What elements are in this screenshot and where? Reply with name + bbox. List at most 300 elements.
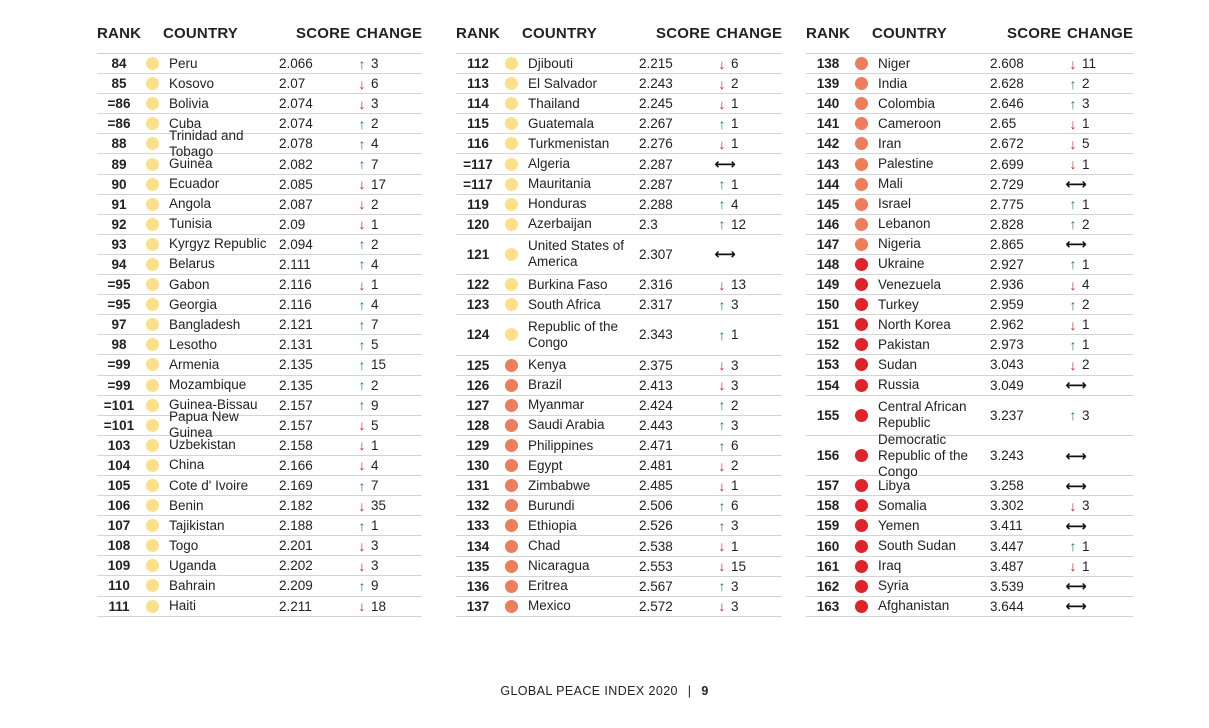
change-value: 35 [371,498,387,514]
country-cell: Yemen [878,517,920,533]
change-cell [344,538,422,554]
peace-level-dot-icon [855,238,868,251]
change-cell [1055,277,1133,293]
arrow-down-icon: ↓ [358,176,366,193]
change-cell [344,518,422,534]
country-cell: Belarus [169,256,215,272]
arrow-down-icon: ↓ [358,75,366,92]
table-row [806,431,1133,479]
peace-level-dot-icon [505,519,518,532]
arrow-up-icon: ↑ [358,236,366,253]
country-cell: Mauritania [528,176,592,192]
change-cell [704,96,782,112]
rank-cell: 154 [816,377,840,393]
arrow-up-icon: ↑ [718,578,726,595]
arrow-up-icon: ↑ [358,517,366,534]
change-cell [704,196,782,212]
rank-cell: 125 [466,357,490,373]
change-cell [704,297,782,313]
arrow-up-icon: ↑ [358,156,366,173]
change-value: 3 [1082,407,1090,423]
rank-cell: 97 [111,317,127,333]
change-cell [1055,56,1133,72]
peace-level-dot-icon [146,238,159,251]
change-value: 1 [731,136,739,152]
table-row [806,134,1133,154]
rank-cell: 157 [816,478,840,494]
rank-cell: 163 [816,598,840,614]
change-value: 7 [371,478,379,494]
arrow-down-icon: ↓ [718,477,726,494]
rank-cell: 126 [466,377,490,393]
peace-level-dot-icon [855,137,868,150]
change-value: 3 [731,297,739,313]
change-cell [704,245,782,263]
score-cell: 2.158 [279,437,313,453]
country-cell: Azerbaijan [528,216,592,232]
table-row [806,235,1133,255]
peace-level-dot-icon [146,218,159,231]
peace-level-dot-icon [855,218,868,231]
peace-level-dot-icon [146,539,159,552]
no-change-icon: ⟷ [1065,447,1087,465]
country-cell: Democratic Republic of the Congo [878,431,969,479]
country-cell: Venezuela [878,276,942,292]
peace-level-dot-icon [146,258,159,271]
arrow-up-icon: ↑ [1069,196,1077,213]
rank-cell: 151 [816,317,840,333]
change-cell [704,216,782,232]
arrow-up-icon: ↑ [718,417,726,434]
peace-level-dot-icon [146,117,159,130]
country-cell: Cuba [169,115,202,131]
score-cell: 2.135 [279,357,313,373]
country-cell: El Salvador [528,75,598,91]
table-row [97,295,422,315]
change-cell [1055,558,1133,574]
score-cell: 2.506 [639,498,673,514]
rank-cell: 147 [816,236,840,252]
peace-level-dot-icon [505,158,518,171]
country-cell: Honduras [528,196,587,212]
peace-level-dot-icon [505,399,518,412]
change-cell [704,558,782,574]
change-value: 1 [731,538,739,554]
change-cell [344,317,422,333]
arrow-down-icon: ↓ [718,357,726,374]
country-cell: Trinidad and Tobago [169,127,244,159]
table-row [97,456,422,476]
rank-cell: 136 [466,578,490,594]
rank-cell: 88 [111,136,127,152]
score-cell: 2.699 [990,156,1024,172]
change-value: 3 [731,518,739,534]
table-row [806,195,1133,215]
country-cell: Mexico [528,598,571,614]
change-cell [1055,357,1133,373]
table-row [97,154,422,174]
table-row [97,355,422,375]
change-cell [704,538,782,554]
table-row [806,175,1133,195]
table-row [97,536,422,556]
arrow-up-icon: ↑ [358,115,366,132]
country-cell: Egypt [528,457,563,473]
change-value: 3 [1082,498,1090,514]
score-cell: 3.539 [990,578,1024,594]
rank-cell: =99 [107,357,131,373]
footer-title: GLOBAL PEACE INDEX 2020 [500,684,678,698]
table-row [806,154,1133,174]
change-cell [344,578,422,594]
change-cell [1055,597,1133,615]
change-value: 3 [731,377,739,393]
change-cell [704,277,782,293]
change-cell [704,136,782,152]
change-cell [344,417,422,433]
arrow-down-icon: ↓ [358,276,366,293]
peace-level-dot-icon [855,479,868,492]
country-cell: Haiti [169,598,197,614]
country-cell: Nicaragua [528,558,590,574]
score-cell: 2.211 [279,598,312,614]
rank-cell: 139 [816,76,840,92]
peace-level-dot-icon [855,499,868,512]
country-cell: Uganda [169,557,217,573]
peace-level-dot-icon [505,359,518,372]
peace-level-dot-icon [146,379,159,392]
score-cell: 2.276 [639,136,673,152]
change-value: 4 [1082,277,1090,293]
change-cell [1055,447,1133,465]
table-row [456,275,782,295]
score-cell: 2.608 [990,56,1024,72]
table-row [456,134,782,154]
peace-level-dot-icon [505,77,518,90]
table-row [97,516,422,536]
score-cell: 2.729 [990,176,1024,192]
peace-level-dot-icon [146,459,159,472]
change-cell [1055,156,1133,172]
table-row [806,255,1133,275]
country-cell: Cameroon [878,115,942,131]
table-row [97,94,422,114]
page-number: 9 [701,684,709,698]
peace-level-dot-icon [505,178,518,191]
header-change: CHANGE [356,25,423,42]
table-row [97,127,422,159]
country-cell: Bolivia [169,95,209,111]
table-row [806,295,1133,315]
arrow-up-icon: ↑ [358,356,366,373]
no-change-icon: ⟷ [714,156,736,174]
change-value: 1 [1082,558,1090,574]
score-cell: 2.481 [639,458,673,474]
arrow-up-icon: ↑ [1069,75,1077,92]
country-cell: Burkina Faso [528,276,608,292]
change-cell [344,457,422,473]
table-row [97,175,422,195]
change-cell [1055,477,1133,495]
table-row [97,496,422,516]
score-cell: 2.157 [279,397,313,413]
rank-cell: 120 [466,216,490,232]
arrow-up-icon: ↑ [718,196,726,213]
arrow-down-icon: ↓ [1069,135,1077,152]
change-cell [344,598,422,614]
country-cell: Ukraine [878,256,925,272]
country-cell: Peru [169,55,198,71]
peace-level-dot-icon [505,137,518,150]
change-cell [704,578,782,594]
arrow-up-icon: ↑ [358,316,366,333]
table-row [97,597,422,617]
change-value: 1 [731,116,739,132]
country-cell: Ecuador [169,176,220,192]
rank-cell: 137 [466,598,490,614]
score-cell: 2.085 [279,176,313,192]
country-cell: Eritrea [528,578,568,594]
header-score: SCORE [296,25,351,42]
peace-level-dot-icon [855,278,868,291]
table-row [97,195,422,215]
change-value: 13 [731,277,747,293]
peace-level-dot-icon [855,77,868,90]
change-value: 1 [1082,337,1090,353]
change-value: 1 [731,478,739,494]
change-value: 2 [371,116,379,132]
score-cell: 2.471 [639,438,673,454]
peace-level-dot-icon [146,338,159,351]
peace-level-dot-icon [855,379,868,392]
rank-cell: 124 [466,327,490,343]
arrow-down-icon: ↓ [1069,156,1077,173]
no-change-icon: ⟷ [1065,176,1087,194]
table-row [456,597,782,617]
peace-level-dot-icon [505,278,518,291]
country-cell: Lebanon [878,216,931,232]
peace-level-dot-icon [505,218,518,231]
score-cell: 2.927 [990,256,1024,272]
country-cell: Mali [878,176,903,192]
change-cell [344,397,422,413]
table-row [97,235,422,255]
peace-level-dot-icon [505,459,518,472]
score-cell: 2.775 [990,196,1024,212]
change-value: 7 [371,156,379,172]
table-row [806,376,1133,396]
change-cell [704,377,782,393]
score-cell: 3.302 [990,498,1024,514]
country-cell: Kosovo [169,75,215,91]
country-cell: Mozambique [169,377,247,393]
arrow-up-icon: ↑ [358,377,366,394]
change-value: 3 [731,578,739,594]
score-cell: 2.202 [279,558,313,574]
change-value: 1 [371,216,379,232]
peace-level-dot-icon [146,439,159,452]
peace-level-dot-icon [146,559,159,572]
peace-level-dot-icon [146,579,159,592]
change-value: 1 [1082,538,1090,554]
arrow-down-icon: ↓ [358,437,366,454]
peace-level-dot-icon [146,198,159,211]
rank-cell: 138 [816,56,840,72]
arrow-down-icon: ↓ [1069,497,1077,514]
score-cell: 3.258 [990,478,1024,494]
peace-level-dot-icon [146,57,159,70]
arrow-down-icon: ↓ [718,558,726,575]
ranking-table-column-1 [97,22,422,617]
change-cell [704,56,782,72]
country-cell: Bahrain [169,577,216,593]
country-cell: Uzbekistan [169,437,236,453]
peace-level-dot-icon [146,519,159,532]
country-cell: Niger [878,55,911,71]
peace-level-dot-icon [855,449,868,462]
peace-level-dot-icon [505,328,518,341]
rank-cell: 111 [108,598,130,614]
no-change-icon: ⟷ [1065,578,1087,596]
table-row [97,54,422,74]
table-row [456,114,782,134]
rank-cell: =117 [463,156,493,172]
page-footer [0,684,1209,698]
score-cell: 2.307 [639,246,673,262]
country-cell: Bangladesh [169,316,241,332]
table-row [456,536,782,556]
change-cell [1055,376,1133,394]
arrow-up-icon: ↑ [718,397,726,414]
change-value: 1 [731,176,739,192]
arrow-down-icon: ↓ [358,537,366,554]
change-value: 1 [1082,196,1090,212]
score-cell: 2.317 [639,297,673,313]
change-value: 3 [1082,96,1090,112]
no-change-icon: ⟷ [714,246,736,264]
score-cell: 2.343 [639,327,673,343]
footer-separator: | [687,684,692,698]
rank-cell: 91 [111,196,127,212]
score-cell: 2.066 [279,56,313,72]
change-value: 2 [1082,76,1090,92]
change-value: 3 [731,357,739,373]
rank-cell: 85 [111,76,127,92]
rank-cell: 108 [107,538,131,554]
country-cell: Syria [878,578,909,594]
country-cell: Iran [878,135,902,151]
arrow-down-icon: ↓ [718,377,726,394]
change-cell [1055,76,1133,92]
peace-level-dot-icon [855,560,868,573]
country-cell: Thailand [528,95,580,111]
rank-cell: 106 [107,498,131,514]
peace-level-dot-icon [855,258,868,271]
change-value: 2 [1082,357,1090,373]
no-change-icon: ⟷ [1065,377,1087,395]
change-value: 6 [371,76,379,92]
table-row [456,54,782,74]
score-cell: 3.447 [990,538,1024,554]
change-cell [704,357,782,373]
rank-cell: 103 [107,437,131,453]
rank-cell: 98 [111,337,127,353]
table-row [806,114,1133,134]
peace-level-dot-icon [146,137,159,150]
table-row [456,496,782,516]
peace-level-dot-icon [505,117,518,130]
score-cell: 2.424 [639,397,673,413]
score-cell: 2.157 [279,417,313,433]
table-row [456,557,782,577]
rank-cell: 145 [816,196,840,212]
change-value: 4 [371,136,379,152]
arrow-down-icon: ↓ [718,457,726,474]
rank-cell: 143 [816,156,840,172]
change-cell [344,216,422,232]
country-cell: Zimbabwe [528,477,591,493]
rank-cell: 116 [467,136,489,152]
peace-level-dot-icon [146,399,159,412]
arrow-up-icon: ↑ [1069,216,1077,233]
country-cell: China [169,457,205,473]
country-cell: Saudi Arabia [528,417,605,433]
change-cell [1055,136,1133,152]
arrow-down-icon: ↓ [358,598,366,615]
rank-cell: 122 [466,277,490,293]
change-value: 15 [371,357,387,373]
score-cell: 2.288 [639,196,673,212]
peace-level-dot-icon [505,540,518,553]
score-cell: 2.188 [279,518,313,534]
change-cell [344,196,422,212]
change-cell [344,156,422,172]
rank-cell: 140 [816,96,840,112]
table-row [97,255,422,275]
rank-cell: 129 [466,438,490,454]
score-cell: 2.538 [639,538,673,554]
peace-level-dot-icon [855,318,868,331]
score-cell: 2.082 [279,156,313,172]
change-value: 4 [371,457,379,473]
score-cell: 2.09 [279,216,306,232]
rank-cell: 144 [816,176,840,192]
table-row [806,54,1133,74]
change-value: 5 [371,417,379,433]
table-row [97,215,422,235]
country-cell: Nigeria [878,236,921,252]
country-cell: Tajikistan [169,517,225,533]
rank-cell: 121 [466,246,490,262]
change-cell [344,277,422,293]
peace-level-dot-icon [505,248,518,261]
rank-cell: 110 [108,578,130,594]
rank-cell: 123 [466,297,490,313]
change-value: 1 [371,437,379,453]
peace-level-dot-icon [146,499,159,512]
country-cell: Guinea-Bissau [169,397,258,413]
rank-cell: 119 [467,196,489,212]
rank-cell: 133 [466,518,490,534]
score-cell: 2.485 [639,478,673,494]
rank-cell: 146 [816,216,840,232]
rank-cell: 104 [107,457,131,473]
arrow-up-icon: ↑ [1069,95,1077,112]
rank-cell: 148 [816,256,840,272]
peace-level-dot-icon [855,338,868,351]
arrow-down-icon: ↓ [1069,356,1077,373]
country-cell: Cote d' Ivoire [169,477,249,493]
